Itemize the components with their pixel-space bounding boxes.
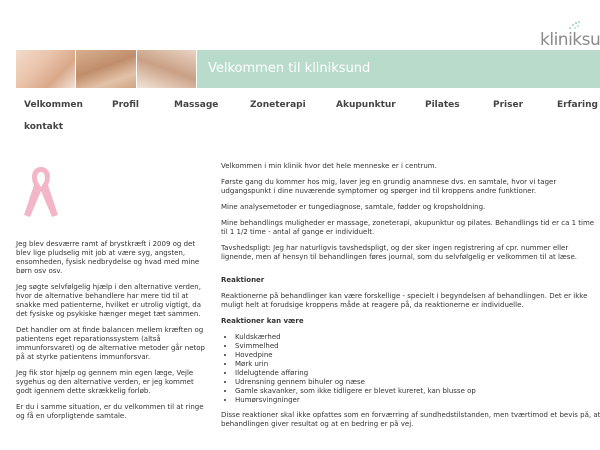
hero-photo-1 — [16, 50, 75, 88]
nav-item-kontakt[interactable]: kontakt — [24, 122, 63, 132]
reaktioner-text: Reaktionerne på behandlinger kan være forskellige - specielt i begyndelsen af behandlingen. Det er ikke muligt helt at forudsige kroppens måde at reagere på, da reaktionerne er individuelle. — [221, 292, 588, 309]
page-title: Velkommen til kliniksund — [208, 61, 371, 76]
main-content — [221, 162, 600, 429]
intro-paragraph: Mine behandlings muligheder er massage, zoneterapi, akupunktur og pilates. Behandlings tid er ca 1 time til 1 1/2 time - antal af gange er individuelt. — [221, 219, 595, 236]
intro-paragraph: Tavshedspligt: Jeg har naturligvis tavshedspligt, og der sker ingen registrering af cpr. nummer eller lignende, men af hensyn til behandlingen føres journal, som du selvfølgelig er velkommen til at læse. — [221, 244, 577, 261]
sidebar-paragraph: Det handler om at finde balancen mellem kræften og patientens eget reparationssystem (altså immunforsvaret) og de alternative metoder går netop på at styrke patientens immunforsvar. — [16, 326, 206, 361]
list-item: • Udrensning gennem bihuler og næse — [235, 378, 600, 387]
intro-paragraph: Mine analysemetoder er tungediagnose, samtale, fødder og kropsholdning. — [221, 203, 486, 211]
hero-photo-2 — [76, 50, 135, 88]
hero-photos — [16, 50, 196, 88]
reaktioner-list — [221, 333, 600, 405]
list-item: • Mørk urin — [235, 360, 600, 369]
nav-item-zoneterapi[interactable]: Zoneterapi — [250, 100, 306, 110]
list-item: • Hovedpine — [235, 351, 600, 360]
sidebar-paragraph: Jeg blev desværre ramt af brystkræft i 2009 og det blev lige pludselig mit job at være syg, angsten, ensomheden, fysisk nedbrydelse og hvad med mine børn osv osv. — [16, 240, 200, 275]
nav-item-massage[interactable]: Massage — [174, 100, 219, 110]
site-logo[interactable]: kliniksu — [540, 30, 600, 50]
sidebar-paragraph: Jeg søgte selvfølgelig hjælp i den alternative verden, hvor de alternative behandlere har mere tid til at snakke med patienterne, hvilket er utrolig vigtigt, da det fysiske og psykiske hænger meget tæt sammen. — [16, 283, 202, 318]
sidebar-text — [16, 240, 206, 428]
nav-item-erfaring[interactable]: Erfaring — [557, 100, 598, 110]
list-item: • Kuldskærhed — [235, 333, 600, 342]
list-item: • Ildelugtende afføring — [235, 369, 600, 378]
nav-item-velkommen[interactable]: Velkommen — [24, 100, 83, 110]
list-item: • Gamle skavanker, som ikke tidligere er blevet kureret, kan blusse op — [235, 387, 600, 396]
nav-item-akupunktur[interactable]: Akupunktur — [336, 100, 396, 110]
hero-photo-3 — [137, 50, 196, 88]
intro-paragraph: Første gang du kommer hos mig, laver jeg en grundig anamnese dvs. en samtale, hvor vi tager udgangspunkt i dine nuværende symptomer og spørger ind til kroppens andre funktioner. — [221, 178, 557, 195]
intro-paragraph: Velkommen i min klinik hvor det hele menneske er i centrum. — [221, 162, 437, 170]
nav-item-pilates[interactable]: Pilates — [425, 100, 460, 110]
closing-line: behandlingen giver resultat og at en bedring er på vej. — [221, 420, 414, 428]
list-item: • Humørsvingninger — [235, 396, 600, 405]
nav-item-profil[interactable]: Profil — [112, 100, 139, 110]
sidebar-paragraph: Jeg fik stor hjælp og gennem min egen læge, Vejle sygehus og den alternative verden, er jeg kommet godt igennem dette skrækkelig forløb. — [16, 369, 194, 395]
main-nav — [16, 96, 600, 136]
pink-ribbon-icon — [18, 163, 64, 219]
list-item: • Svimmelhed — [235, 342, 600, 351]
reaktioner-heading: Reaktioner — [221, 276, 265, 284]
reaktioner-list-heading: Reaktioner kan være — [221, 317, 304, 325]
nav-item-priser[interactable]: Priser — [493, 100, 524, 110]
sidebar-paragraph: Er du i samme situation, er du velkommen til at ringe og få en uforpligtende samtale. — [16, 403, 204, 420]
closing-line: Disse reaktioner skal ikke opfattes som en forværring af sundhedstilstanden, men tværtimod et bevis på, at — [221, 411, 600, 419]
